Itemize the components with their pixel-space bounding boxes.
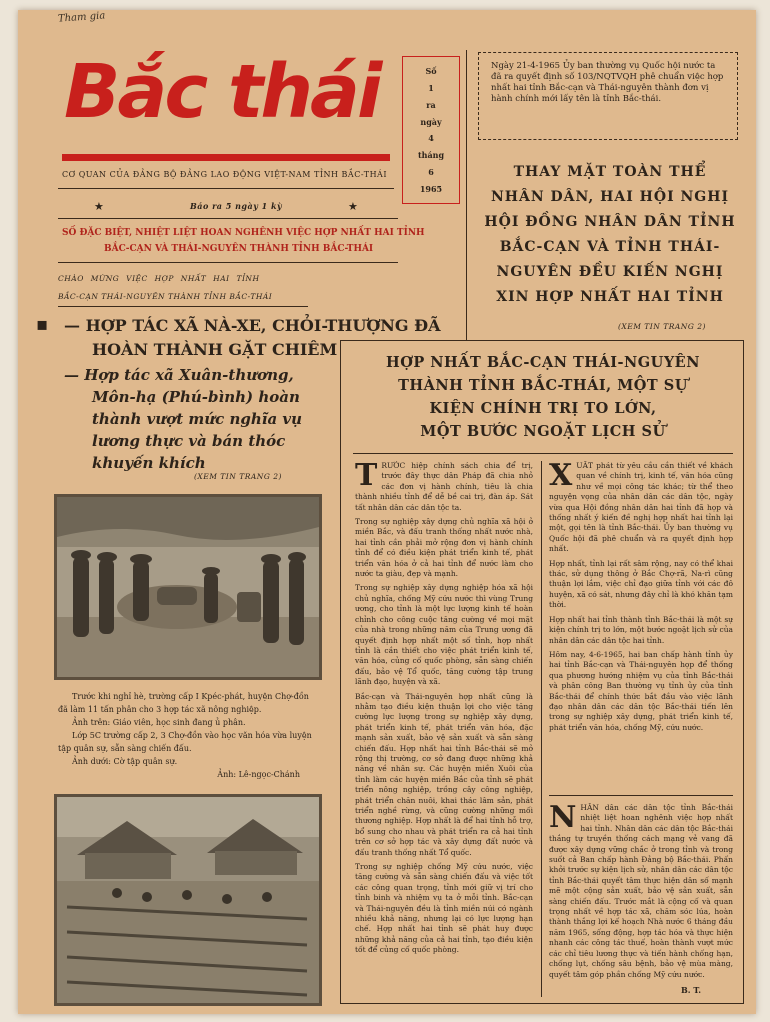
article-title-line: THÀNH TỈNH BẮC-THÁI, MỘT SỰ: [398, 377, 688, 394]
star-icon: ★: [348, 200, 358, 213]
divider: [58, 262, 398, 263]
story-ref: (XEM TIN TRANG 2): [194, 472, 282, 481]
bullet-mark: ▪: [36, 314, 49, 335]
article-title: [341, 351, 745, 443]
divider: [58, 188, 394, 189]
newspaper-page: [18, 10, 756, 1014]
story-sub-line: Môn-hạ (Phú-bình) hoàn: [92, 388, 300, 406]
right-headline-line: NHÂN DÂN, HAI HỘI NGHỊ: [490, 189, 730, 205]
photo-credit: Ảnh: Lê-ngọc-Chánh: [217, 770, 300, 779]
article-title-line: MỘT BƯỚC NGOẶT LỊCH SỬ: [420, 423, 666, 440]
article-column-1: [355, 461, 533, 997]
dropcap: T: [355, 461, 378, 493]
right-headline-line: THAY MẶT TOÀN THỂ: [513, 164, 707, 180]
issue-info-box: [402, 56, 460, 204]
story-headline-line2: HOÀN THÀNH GẶT CHIÊM: [92, 340, 338, 359]
article-paragraph: Trong sự nghiệp xây dựng nghiệp hóa xã hội chủ nghĩa, chống Mỹ cứu nước thì vùng Trung ương, cho tỉnh là một lực lượng kinh tế hoàn chỉnh cho công cuộc tăng cường về mọi mặt của nhà trong những năm của Trung ương đã quyết định hợp nhất một số tỉnh, hợp nhất tỉnh là cần thiết cho việc phát triển kinh tế, văn hóa, củng cố quốc phòng, sẵn sàng chiến đấu, bảo vệ Tổ quốc, tăng cường tập trung lãnh đạo, huyện và xã.: [355, 583, 533, 687]
dropcap: X: [549, 461, 573, 493]
star-icon: ★: [94, 200, 104, 213]
main-article: [340, 340, 744, 1004]
right-headline-line: HỘI ĐỒNG NHÂN DÂN TỈNH: [484, 214, 736, 230]
column-divider: [541, 461, 542, 997]
article-paragraph: Hợp nhất, tỉnh lại rất sâm rộng, nay có thể khai thác, sử dụng thông ở Bắc Chợ-rã, Na-rì cũng thuận lợi lắm, việc chỉ đạo giữa tỉnh với các đô huyện, xã có sát, nhưng đây chỉ là khó khăn tạm thời.: [549, 558, 733, 610]
article-paragraph: Bắc-cạn và Thái-nguyên hợp nhất cũng là nhằm tạo điều kiện thuận lợi cho việc tăng cường lực lượng trong sự nghiệp xây dựng, phát triển kinh tế, phát triển văn hóa, đặc mạnh sản xuất, bảo vệ sản xuất và sẵn sàng chiến đấu. Hợp nhất hai tỉnh Bắc-thái sẽ mở rộng thị trường, cơ sở đang được những khả năng về nhân sự. Các huyện miền Xuôi của tỉnh làm các huyện miền Bắc của tỉnh sẽ phát triển nông nghiệp, trồng cây công nghiệp, phát triển chăn nuôi, khai thác lâm sản, phát triển nghề rừng, và cũng cường những mối thương nghiệp. Hợp nhất là để hai tỉnh hỗ trợ, bổ sung cho nhau và phát triển ra cả hai tỉnh trên cơ sở hợp tác và xây dựng đất nước và đấu tranh thống nhất Tổ quốc.: [355, 691, 533, 857]
handwritten-note: Tham gia: [57, 10, 106, 25]
greeting-line2: BẮC-CẠN THÁI-NGUYÊN THÀNH TỈNH BẮC-THÁI: [58, 292, 273, 301]
photo-caption: [58, 690, 320, 781]
masthead-subtitle: CƠ QUAN CỦA ĐẢNG BỘ ĐẢNG LAO ĐỘNG VIỆT-NAM TỈNH BẮC-THÁI: [62, 170, 387, 179]
story-headline-line1: — HỢP TÁC XÃ NÀ-XE, CHỎI-THƯỢNG ĐÃ: [64, 316, 441, 335]
issue-day: 4: [428, 133, 434, 144]
issue-month: 6: [428, 166, 434, 177]
masthead-title: Bắc thái: [64, 49, 380, 135]
special-edition-line2: BẮC-CẠN VÀ THÁI-NGUYÊN THÀNH TỈNH BẮC-THÁI: [104, 244, 374, 254]
article-paragraph: Trong sự nghiệp xây dựng chủ nghĩa xã hội ở miền Bắc, và đấu tranh thống nhất nước nhà, hai tỉnh cần phải mở rộng đơn vị hành chính tỉnh để có điều kiện phát triển kinh tế, phát triển văn hóa ở cả hai tỉnh để nước làm cho nước ta giàu, đẹp và mạnh.: [355, 517, 533, 579]
caption-text: Trước khi nghỉ hè, trường cấp I Kpéc-phát, huyện Chợ-đồn đã làm 11 tấn phân cho 3 hợp tác xã nông nghiệp.: [58, 692, 309, 714]
divider: [549, 795, 733, 796]
story-subheadline: [64, 364, 302, 474]
issue-ra-label: ra: [426, 99, 436, 110]
story-sub-line: khuyến khích: [92, 454, 206, 472]
paragraph-text: UẤT phát từ yêu cầu cần thiết về khách quan về chính trị, kinh tế, văn hóa cũng như về mọi công tác khác; từ thể theo nguyện vọng của nhân dân các dân tộc, ngày vừa qua Hội đồng nhân dân hai tỉnh đã họp và thống nhất ý kiến đề nghị hợp nhất hai tỉnh lại một, gọi tên là tỉnh Bắc-thái. Ủy ban thường vụ Quốc hội đã phê chuẩn và ra quyết định hợp nhất.: [549, 461, 733, 554]
caption-text: Ảnh trên: Giáo viên, học sinh đang ủ phân.: [72, 718, 246, 727]
special-edition-line1: SỐ ĐẶC BIỆT, NHIỆT LIỆT HOAN NGHÊNH VIỆC HỢP NHẤT HAI TỈNH: [62, 228, 425, 238]
article-column-2a: [549, 461, 733, 789]
article-paragraph: Hợp nhất hai tỉnh thành tỉnh Bắc-thái là một sự kiện chính trị to lớn, một bước ngoặt lịch sử của nhân dân các dân tộc hai tỉnh.: [549, 614, 733, 645]
story-sub-line: thành vượt mức nghĩa vụ: [92, 410, 303, 428]
article-paragraph: Trong sự nghiệp chống Mỹ cứu nước, việc tăng cường và sẵn sàng chiến đấu và việc tốt các công quan trọng, tỉnh mới giữ vị trí cho tỉnh binh và nhiệm vụ ta ở mỗi tỉnh. Bắc-cạn và Thái-nguyên đều là tỉnh miền núi có ngành nhiều khả năng, nhưng lại có lực lượng hạn chế. Hợp nhất hai tỉnh sẽ phát huy được những khả năng của cả hai tỉnh, tạo điều kiện tốt để củng cố quốc phòng.: [355, 862, 533, 955]
right-headline-line: NGUYÊN ĐỀU KIẾN NGHỊ: [496, 264, 724, 280]
issue-year: 1965: [419, 183, 443, 194]
divider: [58, 218, 398, 219]
right-headline-ref: (XEM TIN TRANG 2): [618, 322, 706, 331]
right-headline: [470, 160, 750, 310]
greeting-line1: CHÀO MỪNG VIỆC HỢP NHẤT HAI TỈNH: [58, 274, 260, 283]
notice-box: Ngày 21-4-1965 Ủy ban thường vụ Quốc hội nước ta đã ra quyết định số 103/NQTVQH phê chuẩn việc hợp nhất hai tỉnh Bắc-cạn và Thái-nguyên thành đơn vị hành chính mới lấy tên là tỉnh Bắc-thái.: [478, 52, 738, 140]
issue-number-label: Số: [425, 66, 437, 77]
masthead-red-bar: [62, 154, 390, 161]
article-paragraph: [549, 461, 733, 555]
paragraph-text: RƯỚC hiệp chính sách chia để trị, trước đây thực dân Pháp đã chia nhỏ các đơn vị hành chính, tiêu là chia thành nhiều tỉnh để dễ bề cai trị, đàn áp. Sát tất nhân dân các dân tộc ta.: [355, 461, 533, 512]
caption-text: Lớp 5C trường cấp 2, 3 Chợ-đồn vào học văn hóa vừa luyện tập quân sự, sẵn sàng chiến đấu.: [58, 731, 312, 753]
issue-day-label: ngày: [420, 116, 442, 127]
article-paragraph: [355, 461, 533, 513]
article-paragraph: [549, 803, 733, 980]
caption-text: Ảnh dưới: Cờ tập quân sự.: [72, 757, 178, 766]
divider: [353, 453, 733, 454]
article-title-line: HỢP NHẤT BẮC-CẠN THÁI-NGUYÊN: [386, 354, 700, 371]
story-sub-line: — Hợp tác xã Xuân-thương,: [64, 366, 294, 384]
dropcap: N: [549, 803, 577, 835]
frequency-note: Báo ra 5 ngày 1 kỳ: [190, 201, 283, 211]
story-sub-line: lương thực và bán thóc: [92, 432, 286, 450]
photo-military-drill: [54, 794, 322, 1006]
paragraph-text: HÂN dân các dân tộc tỉnh Bắc-thái nhiệt liệt hoan nghênh việc hợp nhất hai tỉnh. Nhân dân các dân tộc Bắc-thái thắng tự truyền thống cách mạng vẻ vang đã được xây dựng vững chắc ở trong tỉnh và trong suốt cả Ban chấp hành Đảng bộ Bắc-thái. Phấn khởi trước sự kiện lịch sử, nhân dân các dân tộc tỉnh Bắc-thái quyết tâm thực hiện dân số mạnh mẽ một cộng sản xuất, bảo vệ sản xuất, sẵn sàng chiến đấu. Trước mắt là cộng cố và quan trọng nhất về hợp tác xã, chăm sóc lúa, hoàn thành thắng lợi kế hoạch Nhà nước 6 tháng đầu năm 1965, sống động, hợp tác hóa và thực hiện nhanh các công tác thuế, hoàn thành vượt mức các chỉ tiêu lương thực và tiến hành chống hạn, chống lụt, chống sâu bệnh, bảo vệ mùa màng, quyết tâm góp phần chống Mỹ cứu nước.: [549, 803, 733, 979]
divider: [58, 306, 308, 307]
article-column-2b: [549, 803, 733, 983]
column-divider: [466, 50, 467, 340]
issue-number: 1: [428, 83, 434, 94]
article-title-line: KIỆN CHÍNH TRỊ TO LỚN,: [429, 400, 657, 417]
article-signature: B. T.: [681, 985, 702, 995]
right-headline-line: BẮC-CẠN VÀ TỈNH THÁI-: [499, 239, 721, 255]
right-headline-line: XIN HỢP NHẤT HAI TỈNH: [496, 289, 724, 305]
article-paragraph: Hôm nay, 4-6-1965, hai ban chấp hành tỉnh ủy hai tỉnh Bắc-cạn và Thái-nguyên họp để thống qua phương hướng nhiệm vụ của tỉnh Bắc-thái và phân công Ban thường vụ tỉnh ủy của tỉnh Bắc-thái để chính thức bắt đầu vào việc lãnh đạo nhân dân các dân tộc Bắc-thái tiến lên trong sự nghiệp xây dựng, phát triển kinh tế, phát triển văn hóa, chống Mỹ, cứu nước.: [549, 649, 733, 732]
photo-1-image: [57, 497, 319, 677]
photo-2-image: [57, 797, 319, 1003]
issue-month-label: tháng: [417, 150, 445, 161]
photo-students-composting: [54, 494, 322, 680]
